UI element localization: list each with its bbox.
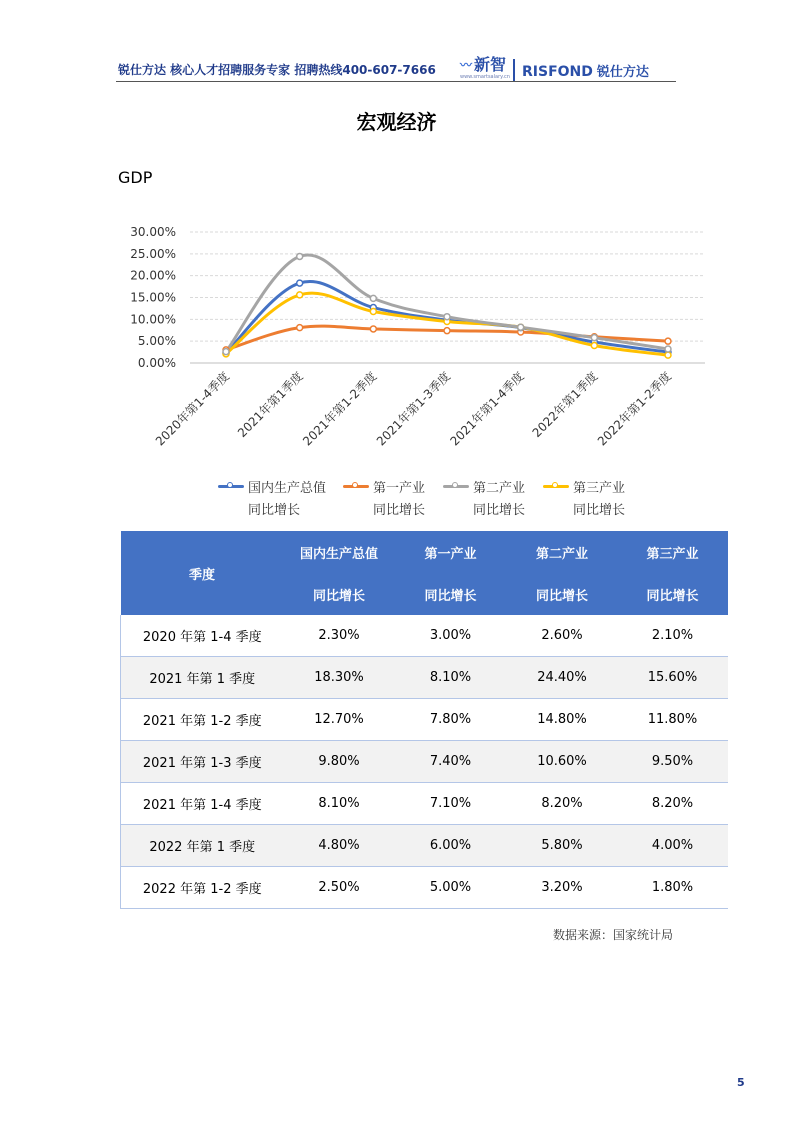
x-tick-label: 2021年第1-2季度 — [300, 369, 380, 449]
cell-secondary: 24.40% — [507, 657, 618, 699]
cell-tertiary: 4.00% — [618, 825, 728, 867]
data-point — [370, 308, 376, 314]
table-row — [121, 783, 728, 825]
cell-quarter: 2022 年第 1 季度 — [121, 825, 284, 867]
header-gdp: 国内生产总值 — [284, 531, 395, 573]
data-point — [665, 352, 671, 358]
header-secondary: 第二产业 — [507, 531, 618, 573]
legend-sublabel-secondary: 同比增长 — [473, 503, 526, 518]
cell-quarter: 2020 年第 1-4 季度 — [121, 615, 284, 657]
data-point — [297, 325, 303, 331]
cell-primary: 7.80% — [395, 699, 507, 741]
cell-primary: 8.10% — [395, 657, 507, 699]
gdp-table — [120, 531, 728, 909]
header-text: 锐仕方达 核心人才招聘服务专家 招聘热线400-607-7666 — [118, 63, 436, 77]
y-tick-label: 30.00% — [130, 225, 176, 239]
data-point — [444, 314, 450, 320]
y-tick-label: 10.00% — [130, 312, 176, 327]
cell-gdp: 18.30% — [284, 657, 395, 699]
legend-line-secondary — [443, 485, 469, 488]
y-tick-label: 20.00% — [130, 268, 176, 283]
header-gdp-sub: 同比增长 — [284, 573, 395, 615]
gdp-line-chart — [0, 0, 793, 530]
legend-sublabel-gdp: 同比增长 — [248, 503, 301, 518]
legend-label-secondary: 第二产业 — [473, 481, 526, 496]
cell-primary: 3.00% — [395, 615, 507, 657]
cell-secondary: 2.60% — [507, 615, 618, 657]
cell-tertiary: 1.80% — [618, 867, 728, 909]
cell-tertiary: 9.50% — [618, 741, 728, 783]
header-primary-sub: 同比增长 — [395, 573, 507, 615]
cell-secondary: 3.20% — [507, 867, 618, 909]
cell-gdp: 8.10% — [284, 783, 395, 825]
cell-gdp: 12.70% — [284, 699, 395, 741]
xinzhi-logo-url: www.smartsalary.cn — [460, 74, 510, 80]
data-point — [370, 295, 376, 301]
header-quarter: 季度 — [121, 531, 284, 615]
xinzhi-logo-word: 新智 — [474, 55, 507, 74]
risfond-logo-word: RISFOND — [522, 64, 593, 80]
x-tick-label: 2021年第1季度 — [234, 369, 306, 441]
cell-primary: 7.40% — [395, 741, 507, 783]
table-row — [121, 825, 728, 867]
cell-secondary: 8.20% — [507, 783, 618, 825]
cell-primary: 6.00% — [395, 825, 507, 867]
cell-secondary: 14.80% — [507, 699, 618, 741]
x-tick-label: 2021年第1-3季度 — [373, 369, 454, 449]
cell-tertiary: 11.80% — [618, 699, 728, 741]
data-point — [665, 346, 671, 352]
table-header-row-1 — [121, 531, 728, 573]
data-point — [591, 335, 597, 341]
y-tick-label: 15.00% — [130, 290, 176, 305]
header-tertiary: 第三产业 — [618, 531, 728, 573]
cell-secondary: 5.80% — [507, 825, 618, 867]
page-title: 宏观经济 — [356, 110, 437, 134]
y-tick-label: 5.00% — [137, 334, 176, 349]
data-point — [591, 343, 597, 349]
x-tick-label: 2022年第1季度 — [529, 369, 601, 441]
x-tick-label: 2020年第1-4季度 — [152, 369, 233, 449]
data-point — [297, 280, 303, 286]
data-point — [297, 253, 303, 259]
y-tick-label: 0.00% — [137, 356, 176, 370]
legend-label-tertiary: 第三产业 — [573, 481, 626, 496]
x-tick-label: 2022年第1-2季度 — [594, 369, 675, 449]
legend-label-gdp: 国内生产总值 — [248, 481, 327, 496]
cell-gdp: 2.30% — [284, 615, 395, 657]
cell-tertiary: 8.20% — [618, 783, 728, 825]
cell-gdp: 4.80% — [284, 825, 395, 867]
cell-quarter: 2021 年第 1-3 季度 — [121, 741, 284, 783]
legend-sublabel-primary: 同比增长 — [373, 503, 426, 518]
cell-primary: 5.00% — [395, 867, 507, 909]
table-row — [121, 615, 728, 657]
x-tick-label: 2021年第1-4季度 — [447, 369, 527, 449]
table-row — [121, 741, 728, 783]
table-row — [121, 699, 728, 741]
data-point — [297, 292, 303, 298]
data-point — [665, 338, 671, 344]
legend-line-tertiary — [543, 485, 569, 488]
cell-tertiary: 15.60% — [618, 657, 728, 699]
cell-primary: 7.10% — [395, 783, 507, 825]
legend-sublabel-tertiary: 同比增长 — [573, 503, 626, 518]
legend-label-primary: 第一产业 — [373, 481, 426, 496]
risfond-logo-cn: 锐仕方达 — [596, 65, 649, 80]
header-primary: 第一产业 — [395, 531, 507, 573]
cell-quarter: 2022 年第 1-2 季度 — [121, 867, 284, 909]
header-secondary-sub: 同比增长 — [507, 573, 618, 615]
cell-quarter: 2021 年第 1-2 季度 — [121, 699, 284, 741]
cell-quarter: 2021 年第 1-4 季度 — [121, 783, 284, 825]
header-tertiary-sub: 同比增长 — [618, 573, 728, 615]
data-source: 数据来源：国家统计局 — [553, 928, 674, 942]
cell-quarter: 2021 年第 1 季度 — [121, 657, 284, 699]
data-point — [518, 324, 524, 330]
cell-gdp: 9.80% — [284, 741, 395, 783]
cell-tertiary: 2.10% — [618, 615, 728, 657]
data-point — [444, 328, 450, 334]
table-row — [121, 657, 728, 699]
cell-gdp: 2.50% — [284, 867, 395, 909]
legend-line-primary — [343, 485, 369, 488]
table-row — [121, 867, 728, 909]
cell-secondary: 10.60% — [507, 741, 618, 783]
legend-line-gdp — [218, 485, 244, 488]
xinzhi-logo-icon: 〰 — [460, 58, 473, 72]
y-tick-label: 25.00% — [130, 246, 176, 261]
page-number: 5 — [737, 1076, 745, 1089]
section-label: GDP — [118, 168, 153, 187]
data-point — [370, 326, 376, 332]
data-point — [223, 349, 229, 355]
